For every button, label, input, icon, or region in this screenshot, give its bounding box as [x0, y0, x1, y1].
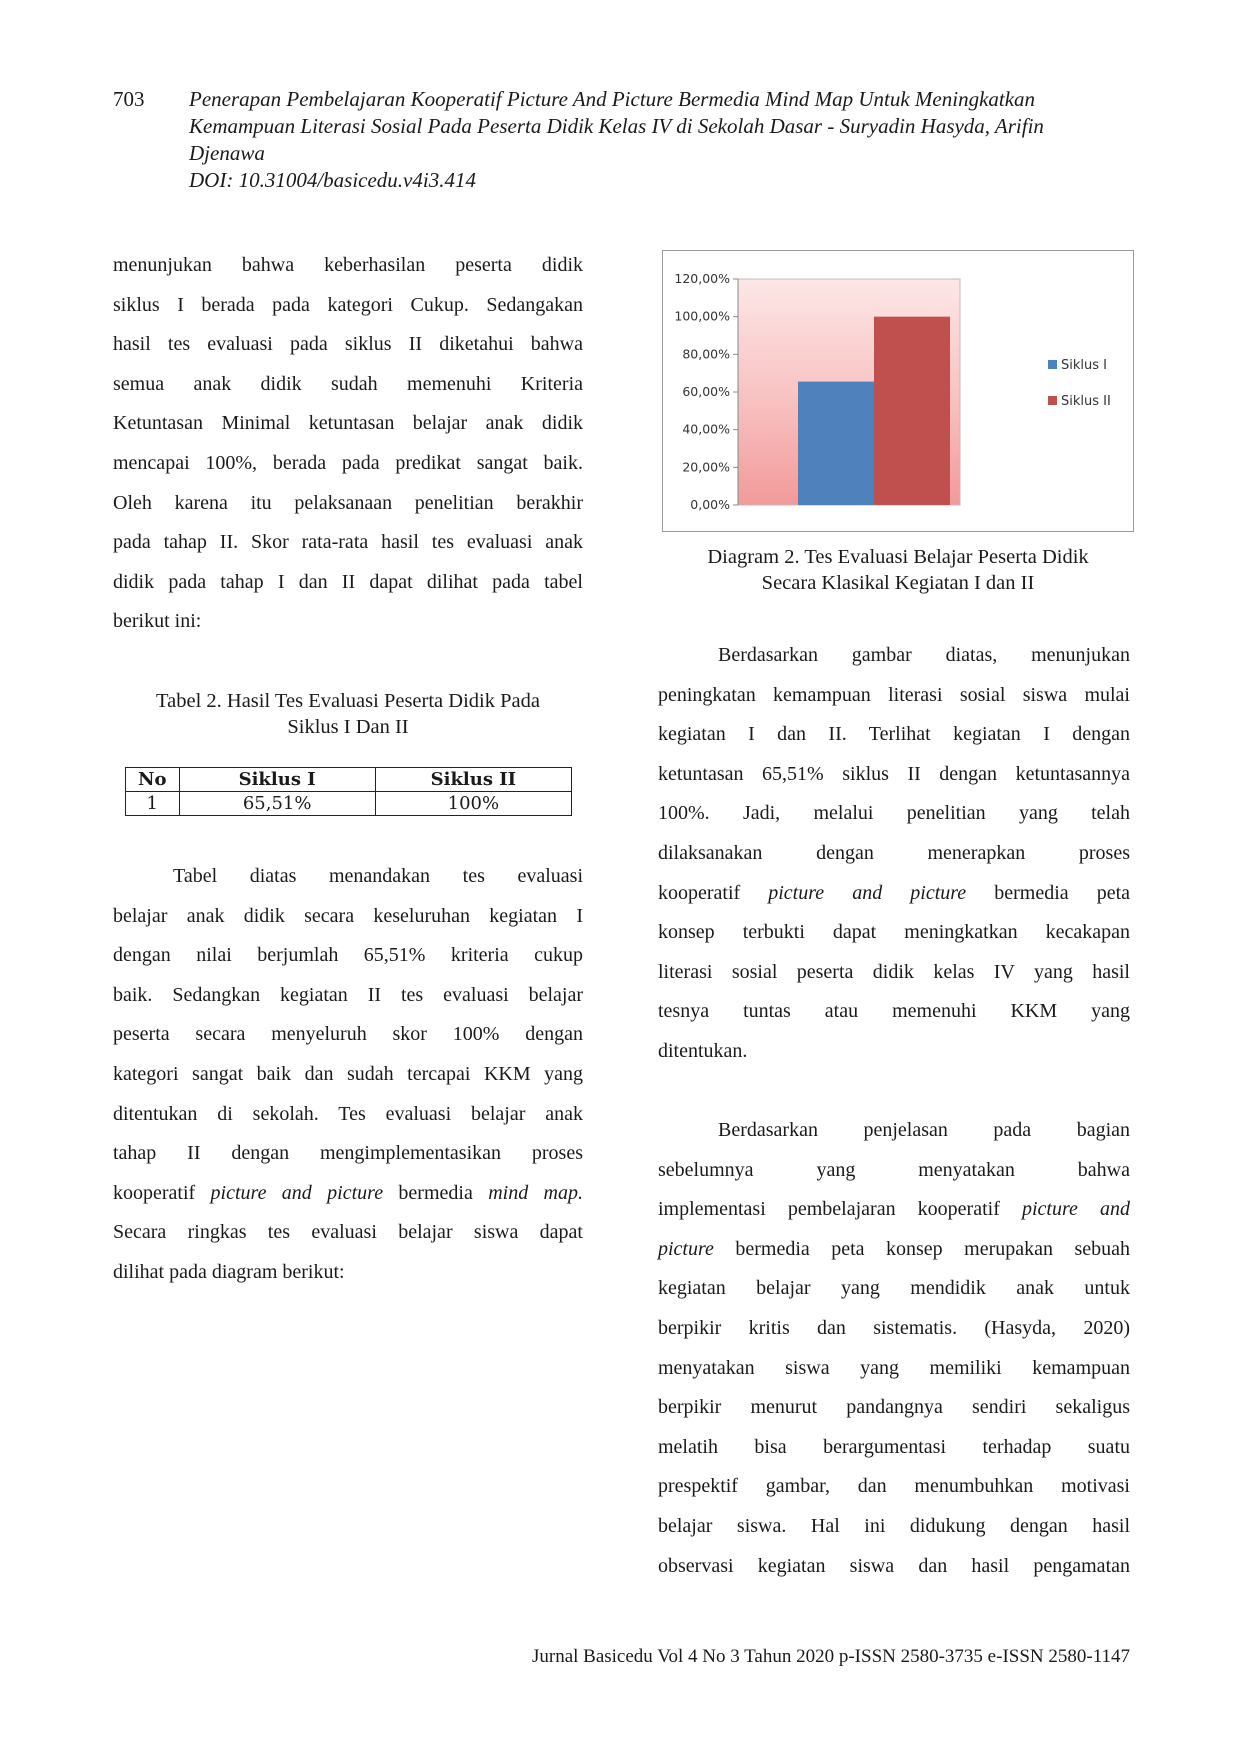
- text-line: semua anak didik sudah memenuhi Kriteria: [113, 372, 583, 395]
- article-title: [189, 86, 1209, 194]
- text-line: dilihat pada diagram berikut:: [113, 1260, 345, 1283]
- text-line: didik pada tahap I dan II dapat dilihat pada tabel: [113, 570, 583, 593]
- bar-siklus-ii: [874, 317, 950, 505]
- table-cell: 1: [126, 792, 180, 816]
- text-line: tesnya tuntas atau memenuhi KKM yang: [658, 1000, 1130, 1023]
- text-line: sebelumnya yang menyatakan bahwa: [658, 1158, 1130, 1181]
- column-header: No: [126, 768, 180, 792]
- right-paragraph-1: [658, 636, 1130, 1072]
- results-table: [125, 767, 572, 816]
- y-tick-label: 100,00%: [674, 308, 730, 324]
- text-line: observasi kegiatan siswa dan hasil pengamatan: [658, 1554, 1130, 1577]
- left-paragraph-2: [113, 857, 583, 1293]
- text-line: prespektif gambar, dan menumbuhkan motivasi: [658, 1475, 1130, 1498]
- text-line: tahap II dengan mengimplementasikan proses: [113, 1142, 583, 1165]
- text-line: peserta secara menyeluruh skor 100% dengan: [113, 1023, 583, 1046]
- text-line: dengan nilai berjumlah 65,51% kriteria cukup: [113, 944, 583, 967]
- text-run: kooperatif: [113, 1181, 211, 1204]
- text-line: Berdasarkan penjelasan pada bagian: [718, 1119, 1130, 1141]
- text-line: [658, 1230, 1130, 1270]
- table-cell: 65,51%: [179, 792, 375, 816]
- text-line: [658, 874, 1130, 914]
- text-line: berpikir menurut pandangnya sendiri sekaligus: [658, 1396, 1130, 1419]
- italic-term: picture and: [1021, 1198, 1130, 1221]
- doi-line: DOI: 10.31004/basicedu.v4i3.414: [189, 168, 476, 192]
- text-run: bermedia: [383, 1181, 489, 1204]
- text-line: menunjukan bahwa keberhasilan peserta didik: [113, 254, 583, 276]
- text-line: baik. Sedangkan kegiatan II tes evaluasi belajar: [113, 983, 583, 1006]
- italic-term: mind map.: [488, 1181, 584, 1204]
- text-line: dilaksanakan dengan menerapkan proses: [658, 841, 1130, 864]
- legend-label: Siklus I: [1061, 358, 1107, 373]
- text-line: kegiatan belajar yang mendidik anak untuk: [658, 1277, 1130, 1300]
- text-line: peningkatan kemampuan literasi sosial siswa mulai: [658, 683, 1130, 706]
- text-line: ditentukan.: [658, 1039, 748, 1062]
- y-tick-label: 20,00%: [682, 459, 730, 475]
- caption-line: Diagram 2. Tes Evaluasi Belajar Peserta Didik: [707, 546, 1089, 568]
- text-line: Berdasarkan gambar diatas, menunjukan: [718, 644, 1130, 666]
- text-run: kooperatif: [658, 881, 769, 904]
- y-tick-label: 40,00%: [682, 421, 730, 437]
- text-line: hasil tes evaluasi pada siklus II diketahui bahwa: [113, 333, 583, 356]
- chart-svg: [663, 251, 1133, 531]
- text-line: Secara ringkas tes evaluasi belajar siswa dapat: [113, 1221, 583, 1244]
- legend-label: Siklus II: [1061, 394, 1111, 409]
- chart-caption: [662, 544, 1134, 596]
- text-line: [113, 1174, 583, 1214]
- italic-term: picture and picture: [768, 881, 967, 904]
- page-number: 703: [113, 87, 145, 111]
- y-tick-label: 80,00%: [682, 346, 730, 362]
- text-line: pada tahap II. Skor rata-rata hasil tes evaluasi anak: [113, 531, 583, 554]
- table-caption: [113, 688, 583, 740]
- text-line: konsep terbukti dapat meningkatkan kecakapan: [658, 921, 1130, 944]
- journal-footer: Jurnal Basicedu Vol 4 No 3 Tahun 2020 p-ISSN 2580-3735 e-ISSN 2580-1147: [531, 1646, 1130, 1667]
- text-line: belajar siswa. Hal ini didukung dengan hasil: [658, 1514, 1130, 1537]
- column-header: Siklus I: [179, 768, 375, 792]
- table-header-row: [126, 768, 572, 792]
- text-line: kategori sangat baik dan sudah tercapai KKM yang: [113, 1062, 583, 1085]
- caption-line: Tabel 2. Hasil Tes Evaluasi Peserta Didik Pada: [156, 690, 540, 712]
- text-line: Ketuntasan Minimal ketuntasan belajar anak didik: [113, 412, 583, 435]
- title-line: Penerapan Pembelajaran Kooperatif Picture And Picture Bermedia Mind Map Untuk Meningkatkan: [189, 87, 1036, 111]
- text-line: ketuntasan 65,51% siklus II dengan ketuntasannya: [658, 762, 1130, 785]
- text-line: menyatakan siswa yang memiliki kemampuan: [658, 1356, 1130, 1379]
- italic-term: picture: [658, 1237, 714, 1260]
- text-run: bermedia peta: [966, 881, 1131, 904]
- text-line: Oleh karena itu pelaksanaan penelitian berakhir: [113, 491, 583, 514]
- text-run: implementasi pembelajaran kooperatif: [658, 1198, 1022, 1221]
- text-line: berpikir kritis dan sistematis. (Hasyda, 2020): [658, 1316, 1130, 1339]
- right-paragraph-2: [658, 1111, 1130, 1586]
- italic-term: picture and picture: [210, 1181, 384, 1204]
- text-line: melatih bisa berargumentasi terhadap suatu: [658, 1435, 1130, 1458]
- text-line: 100%. Jadi, melalui penelitian yang telah: [658, 802, 1130, 825]
- text-line: belajar anak didik secara keseluruhan kegiatan I: [113, 904, 583, 927]
- text-line: [658, 1190, 1130, 1230]
- title-line: Kemampuan Literasi Sosial Pada Peserta Didik Kelas IV di Sekolah Dasar - Suryadin Hasyda, Arifin: [189, 114, 1044, 138]
- caption-line: Siklus I Dan II: [287, 716, 409, 738]
- table-cell: 100%: [375, 792, 571, 816]
- caption-line: Secara Klasikal Kegiatan I dan II: [761, 572, 1035, 594]
- text-run: bermedia peta konsep merupakan sebuah: [713, 1237, 1130, 1260]
- text-line: ditentukan di sekolah. Tes evaluasi belajar anak: [113, 1102, 583, 1125]
- title-line: Djenawa: [189, 141, 265, 165]
- bar-siklus-i: [798, 382, 874, 505]
- left-paragraph-1: [113, 246, 583, 642]
- y-tick-label: 0,00%: [690, 497, 730, 512]
- legend-swatch: [1048, 360, 1057, 369]
- legend-swatch: [1048, 396, 1057, 405]
- y-tick-label: 60,00%: [682, 384, 730, 399]
- text-line: literasi sosial peserta didik kelas IV yang hasil: [658, 960, 1130, 983]
- text-line: kegiatan I dan II. Terlihat kegiatan I dengan: [658, 723, 1130, 746]
- column-header: Siklus II: [375, 768, 571, 792]
- y-tick-label: 120,00%: [674, 271, 730, 286]
- text-line: berikut ini:: [113, 610, 202, 633]
- text-line: Tabel diatas menandakan tes evaluasi: [173, 865, 583, 887]
- text-line: mencapai 100%, berada pada predikat sangat baik.: [113, 451, 583, 474]
- text-line: siklus I berada pada kategori Cukup. Sedangakan: [113, 293, 583, 316]
- table-row: [126, 792, 572, 816]
- bar-chart: [662, 250, 1134, 532]
